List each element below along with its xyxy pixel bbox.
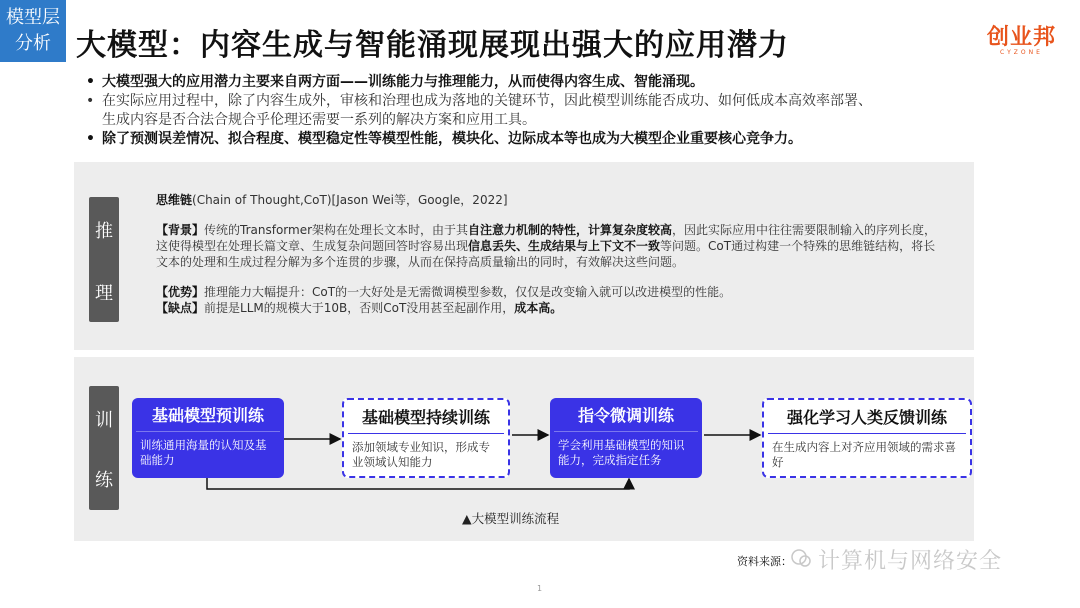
flow-step-title: 基础模型预训练 <box>151 406 264 425</box>
section-tag-line2: 分析 <box>15 33 51 54</box>
watermark: 计算机与网络安全 <box>818 549 1003 574</box>
bullet-item <box>86 111 986 130</box>
reasoning-panel <box>74 162 974 350</box>
bullet-text: 生成内容是否合法合规合乎伦理还需要一系列的解决方案和应用工具。 <box>102 112 536 128</box>
background-tag: 【背景】 <box>156 223 205 237</box>
background-emphasis: 自注意力机制的特性，计算复杂度较高 <box>468 223 673 237</box>
advantage-paragraph <box>156 284 946 300</box>
background-paragraph <box>156 222 946 270</box>
bullet-item <box>86 130 986 149</box>
reasoning-body <box>156 192 946 316</box>
flow-step-title: 指令微调训练 <box>577 406 674 425</box>
flow-step-desc: 添加领域专业知识，形成专业领域认知能力 <box>352 440 490 469</box>
background-emphasis: 信息丢失、生成结果与上下文不一致 <box>468 239 661 253</box>
brand-logo <box>987 20 1056 56</box>
bullet-text: 在实际应用过程中，除了内容生成外，审核和治理也成为落地的关键环节，因此模型训练能否成功、如何低成本高效率部署、 <box>102 93 872 109</box>
drawback-tag: 【缺点】 <box>156 301 205 315</box>
bullet-list <box>86 73 986 149</box>
bullet-text: 除了预测误差情况、拟合程度、模型稳定性等模型性能，模块化、边际成本等也成为大模型企业重要核心竞争力。 <box>102 131 802 147</box>
advantage-text: 推理能力大幅提升：CoT的一大好处是无需微调模型参数，仅仅是改变输入就可以改进模型的性能。 <box>204 285 732 299</box>
reasoning-label-char2: 理 <box>95 283 113 304</box>
flow-caption: ▲大模型训练流程 <box>462 511 560 526</box>
flow-step-desc: 学会利用基础模型的知识能力，完成指定任务 <box>558 438 685 467</box>
source-note: 资料来源： <box>737 555 792 568</box>
advantage-tag: 【优势】 <box>156 285 205 299</box>
section-tag-line1: 模型层 <box>6 7 60 28</box>
section-tag <box>0 0 66 62</box>
slide-title: 大模型：内容生成与智能涌现展现出强大的应用潜力 <box>76 28 789 63</box>
flow-step-desc: 在生成内容上对齐应用领域的需求喜好 <box>772 440 956 469</box>
flow-step-continual <box>342 398 510 478</box>
cot-reference <box>156 192 946 208</box>
training-label-char2: 练 <box>95 470 113 491</box>
bullet-item <box>86 92 986 111</box>
brand-logo-sub: CYZONE <box>1000 49 1043 56</box>
flow-step-pretrain <box>132 398 284 478</box>
drawback-text: 前提是LLM的规模大于10B，否则CoT没用甚至起副作用， <box>204 301 515 315</box>
bullet-dot: • <box>86 74 95 90</box>
flow-step-title: 强化学习人类反馈训练 <box>786 408 947 427</box>
flow-step-instruct <box>550 398 702 478</box>
flow-step-rlhf <box>762 398 972 478</box>
flow-skip-arrow <box>207 477 629 489</box>
bullet-item <box>86 73 986 92</box>
background-text: 等问题。CoT通过构建一个特殊的思维链结构，将长文本的处理和生成过程分解为多个连贯的步骤，从而在保持高质量输出的同时，有效解决这些问题。 <box>156 239 936 269</box>
bullet-text: 大模型强大的应用潜力主要来自两方面——训练能力与推理能力，从而使得内容生成、智能涌现。 <box>102 74 704 90</box>
cot-reference-title: 思维链 <box>156 193 193 207</box>
wechat-icon <box>790 547 812 569</box>
drawback-paragraph <box>156 300 946 316</box>
flow-step-desc: 训练通用海量的认知及基础能力 <box>140 438 267 467</box>
brand-logo-text: 创业邦 <box>986 25 1056 50</box>
reasoning-label-char1: 推 <box>95 221 113 242</box>
flow-step-title: 基础模型持续训练 <box>361 408 490 427</box>
background-text: ，因此实际应用中往往需要限制输入的序列长度，这使得模型在处理长篇文章、生成复杂问题回答时容易出现 <box>156 223 937 253</box>
cot-reference-detail: (Chain of Thought,CoT)[Jason Wei等，Google，2022] <box>192 193 508 207</box>
training-panel <box>74 357 974 541</box>
training-label-char1: 训 <box>95 410 113 431</box>
bullet-dot: • <box>86 93 95 109</box>
drawback-emphasis: 成本高。 <box>514 301 563 315</box>
bullet-dot: • <box>86 131 95 147</box>
background-text: 传统的Transformer架构在处理长文本时，由于其 <box>204 223 469 237</box>
reasoning-side-label <box>89 197 119 322</box>
page-mark: 1 <box>537 584 543 593</box>
